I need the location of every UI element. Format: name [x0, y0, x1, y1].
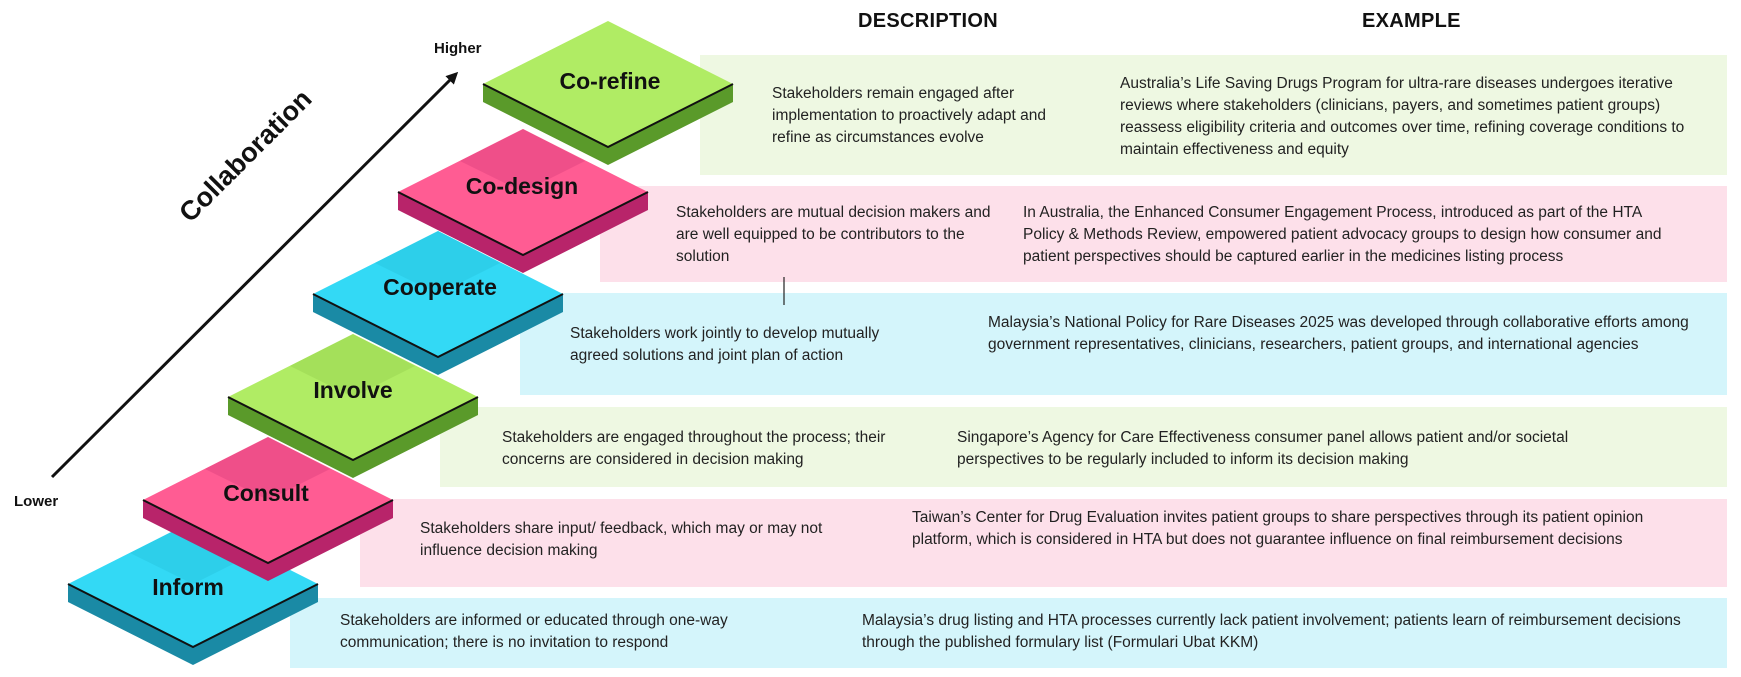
axis-title: Collaboration	[173, 83, 318, 228]
axis-higher-label: Higher	[434, 40, 482, 57]
axis-lower-label: Lower	[14, 493, 59, 510]
example-inform: Malaysia’s drug listing and HTA processes currently lack patient involvement; patients learn of reimbursement decisions through the published formulary list (Formulari Ubat KKM)	[862, 612, 1681, 651]
example-header: EXAMPLE	[1362, 10, 1461, 32]
example-co-design: In Australia, the Enhanced Consumer Engagement Process, introduced as part of the HTA Policy & Methods Review, empowered patient advocacy groups to design how consumer and patient perspectives should be captured earlier in the medicines listing process	[1023, 204, 1662, 265]
description-co-refine: Stakeholders remain engaged after implementation to proactively adapt and refine as circumstances evolve	[772, 85, 1046, 146]
description-inform: Stakeholders are informed or educated through one-way communication; there is no invitation to respond	[340, 612, 728, 651]
example-consult: Taiwan’s Center for Drug Evaluation invites patient groups to share perspectives through its patient opinion platform, which is considered in HTA but does not guarantee influence on final reimbursement decisions	[912, 509, 1644, 548]
description-header: DESCRIPTION	[858, 10, 998, 32]
step-label-involve: Involve	[313, 377, 393, 403]
example-co-refine: Australia’s Life Saving Drugs Program for ultra-rare diseases undergoes iterative reviews where stakeholders (clinicians, payers, and sometimes patient groups) reassess eligibility criteria and outcomes over time, refining coverage conditions to maintain effectiveness and equity	[1120, 75, 1685, 158]
description-consult: Stakeholders share input/ feedback, which may or may not influence decision making	[420, 520, 823, 559]
step-label-co-refine: Co-refine	[559, 68, 661, 94]
example-involve: Singapore’s Agency for Care Effectiveness consumer panel allows patient and/or societal perspectives to be regularly included to inform its decision making	[957, 429, 1569, 468]
description-co-design: Stakeholders are mutual decision makers and are well equipped to be contributors to the solution	[676, 204, 991, 265]
step-label-co-design: Co-design	[465, 173, 579, 199]
example-cooperate: Malaysia’s National Policy for Rare Diseases 2025 was developed through collaborative efforts among government representatives, clinicians, researchers, patient groups, and international agencies	[988, 314, 1689, 353]
step-label-cooperate: Cooperate	[383, 274, 497, 300]
step-label-inform: Inform	[152, 574, 224, 600]
step-label-consult: Consult	[223, 480, 309, 506]
description-cooperate: Stakeholders work jointly to develop mutually agreed solutions and joint plan of action	[570, 325, 880, 364]
description-involve: Stakeholders are engaged throughout the process; their concerns are considered in decision making	[502, 429, 886, 468]
